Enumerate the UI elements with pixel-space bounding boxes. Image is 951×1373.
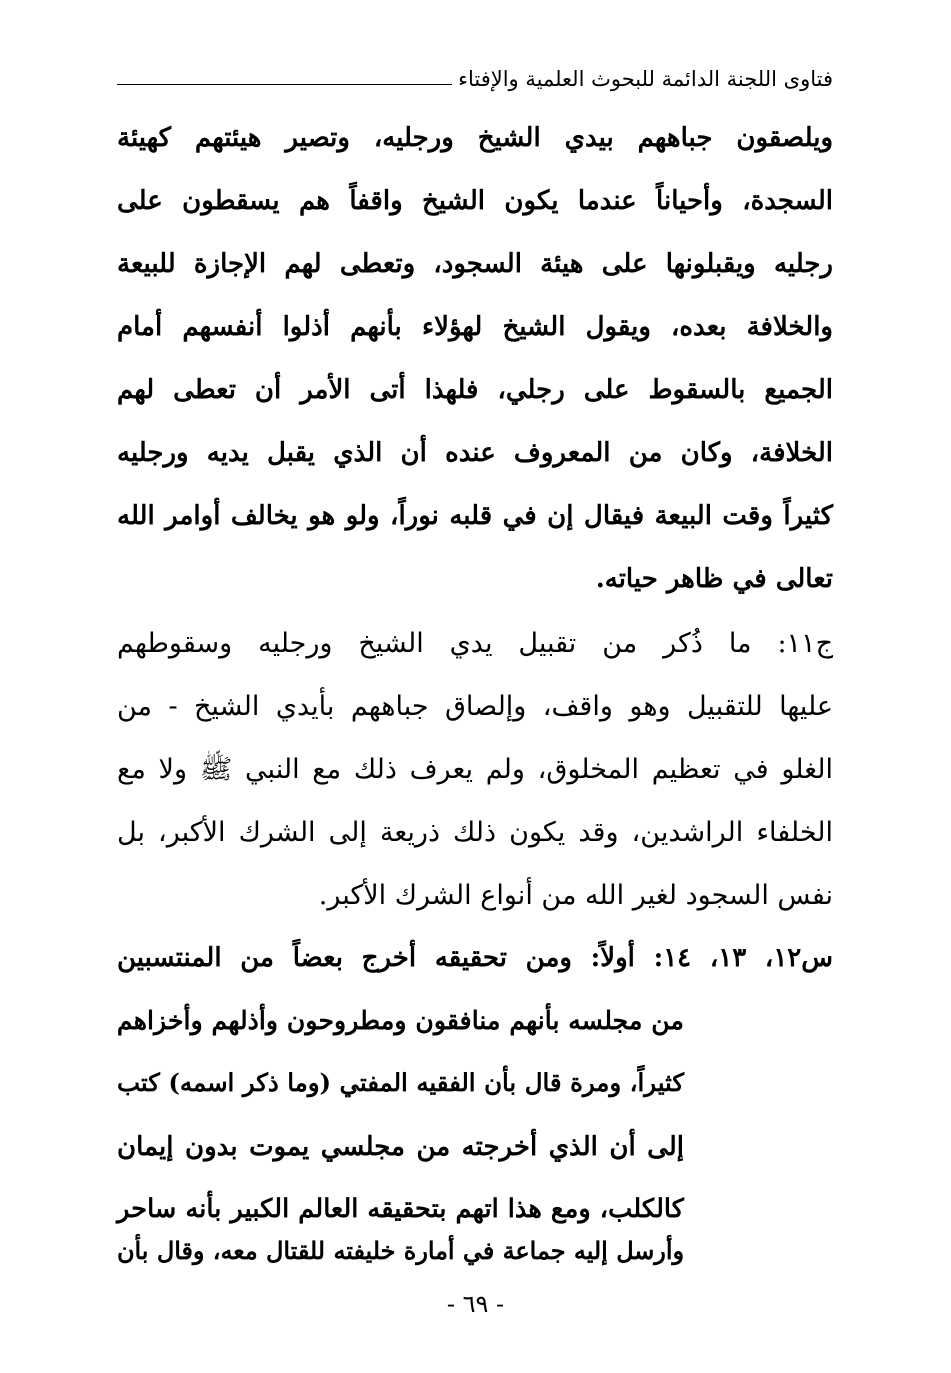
answer-line-5: نفس السجود لغير الله من أنواع الشرك الأكبر. (318, 880, 833, 911)
question-1-line-5: الجميع بالسقوط على رجلي، فلهذا أتى الأمر أن تعطى لهم (117, 375, 833, 405)
question-1-line-8: تعالى في ظاهر حياته. (595, 564, 833, 594)
question-2-line-1: س١٢، ١٣، ١٤: أولاً: ومن تحقيقه أخرج بعضاً من المنتسبين (117, 943, 833, 973)
question-1-line-7: كثيراً وقت البيعة فيقال إن في قلبه نوراً، ولو هو يخالف أوامر الله (117, 501, 833, 531)
question-2-line-5: كالكلب، ومع هذا اتهم بتحقيقه العالم الكبير بأنه ساحر (117, 1194, 684, 1224)
header-rule (117, 84, 452, 85)
question-1-line-6: الخلافة، وكان من المعروف عنده أن الذي يقبل يديه ورجليه (117, 438, 833, 468)
answer-line-3: الغلو في تعظيم المخلوق، ولم يعرف ذلك مع النبي ﷺ ولا مع (117, 754, 833, 785)
answer-line-4: الخلفاء الراشدين، وقد يكون ذلك ذريعة إلى الشرك الأكبر، بل (117, 817, 833, 848)
answer-line-1: ج١١: ما ذُكر من تقبيل يدي الشيخ ورجليه وسقوطهم (117, 628, 833, 659)
question-2-line-2: من مجلسه بأنهم منافقون ومطروحون وأذلهم وأخزاهم (116, 1005, 684, 1035)
header-title: فتاوى اللجنة الدائمة للبحوث العلمية والإفتاء (458, 66, 833, 91)
question-1-line-1: ويلصقون جباههم بيدي الشيخ ورجليه، وتصير هيئتهم كهيئة (117, 123, 833, 153)
page-number: - ٦٩ - (446, 1290, 505, 1318)
question-1-line-4: والخلافة بعده، ويقول الشيخ لهؤلاء بأنهم أذلوا أنفسهم أمام (117, 312, 833, 342)
question-1-line-2: السجدة، وأحياناً عندما يكون الشيخ واقفاً هم يسقطون على (117, 186, 833, 216)
question-2-line-4: إلى أن الذي أخرجته من مجلسي يموت بدون إيمان (117, 1132, 684, 1162)
answer-line-2: عليها للتقبيل وهو واقف، وإلصاق جباههم بأيدي الشيخ - من (117, 691, 833, 722)
running-header (117, 54, 833, 94)
question-2-line-3: كثيراً، ومرة قال بأن الفقيه المفتي (وما ذكر اسمه) كتب (117, 1068, 684, 1097)
question-2-line-6: وأرسل إليه جماعة في أمارة خليفته للقتال معه، وقال بأن (117, 1237, 684, 1265)
question-1-line-3: رجليه ويقبلونها على هيئة السجود، وتعطى لهم الإجازة للبيعة (117, 249, 833, 279)
